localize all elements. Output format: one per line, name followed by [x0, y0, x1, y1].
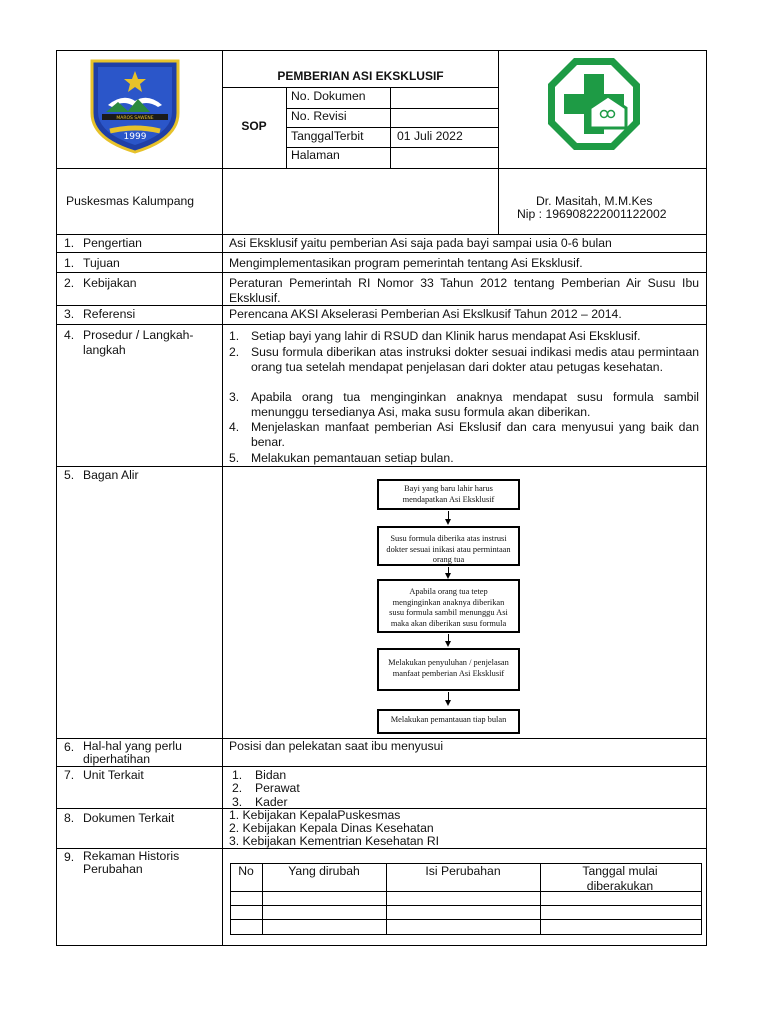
table-header-isi-perubahan: Isi Perubahan: [425, 864, 501, 878]
section-num: 9.: [64, 850, 75, 864]
flow-step: Melakukan penyuluhan / penjelasan manfaat pemberian Asi Eksklusif: [377, 648, 520, 691]
section-label-dokumen-terkait: Dokumen Terkait: [83, 811, 175, 825]
section-content-tujuan: Mengimplementasikan program pemerintah tentang Asi Eksklusif.: [229, 256, 583, 270]
procedure-item-text: Setiap bayi yang lahir di RSUD dan Klinik harus mendapat Asi Eksklusif.: [251, 329, 641, 343]
section-num: 7.: [64, 768, 75, 782]
field-label-no-dokumen: No. Dokumen: [291, 89, 366, 103]
related-document: 2. Kebijakan Kepala Dinas Kesehatan: [229, 821, 434, 835]
section-num: 1.: [64, 256, 75, 270]
procedure-item-num: 2.: [229, 345, 240, 359]
unit-item-num: 2.: [232, 781, 243, 795]
section-label-prosedur: Prosedur / Langkah-langkah: [83, 328, 194, 357]
section-label-hal-perlu: Hal-hal yang perlu diperhatihan: [83, 739, 182, 766]
procedure-item-num: 3.: [229, 390, 240, 404]
section-num: 1.: [64, 236, 75, 250]
section-label-pengertian: Pengertian: [83, 236, 142, 250]
puskesmas-logo: [546, 56, 642, 152]
flow-step: Bayi yang baru lahir harus mendapatkan Asi Eksklusif: [377, 479, 520, 510]
section-num: 8.: [64, 811, 75, 825]
related-document: 3. Kebijakan Kementrian Kesehatan RI: [229, 834, 440, 848]
section-label-bagan-alir: Bagan Alir: [83, 468, 139, 482]
document-title: PEMBERIAN ASI EKSKLUSIF: [277, 69, 444, 83]
section-content-pengertian: Asi Eksklusif yaitu pemberian Asi saja pada bayi sampai usia 0-6 bulan: [229, 236, 612, 250]
unit-item-num: 3.: [232, 795, 243, 809]
field-label-halaman: Halaman: [291, 148, 340, 162]
logo-region-text: MAROS SAWENE: [116, 116, 154, 121]
regency-logo: [88, 57, 182, 155]
procedure-item-num: 5.: [229, 451, 240, 465]
table-header-no: No: [238, 864, 254, 878]
procedure-item-text: Apabila orang tua menginginkan anaknya mendapat susu formula sambil menunggu tersedianya Asi, maka susu formula akan diberikan.: [251, 390, 699, 419]
procedure-item-num: 4.: [229, 420, 240, 434]
field-label-tanggal-terbit: TanggalTerbit: [291, 129, 364, 143]
logo-year-text: 1999: [123, 132, 147, 142]
related-document: 1. Kebijakan KepalaPuskesmas: [229, 808, 401, 822]
institution-name: Puskesmas Kalumpang: [66, 194, 195, 208]
table-header-yang-dirubah: Yang dirubah: [288, 864, 360, 878]
section-content-referensi: Perencana AKSI Akselerasi Pemberian Asi Ekslkusif Tahun 2012 – 2014.: [229, 307, 622, 321]
signer-name: Dr. Masitah, M.M.Kes: [536, 194, 653, 208]
unit-item-text: Kader: [255, 795, 288, 809]
section-content-kebijakan: Peraturan Pemerintah RI Nomor 33 Tahun 2012 tentang Pemberian Air Susu Ibu Eksklusif.: [229, 276, 699, 305]
signer-nip: Nip : 196908222001122002: [517, 207, 667, 221]
section-num: 4.: [64, 328, 75, 342]
section-label-referensi: Referensi: [83, 307, 136, 321]
flow-arrow-head: [445, 641, 451, 647]
field-label-no-revisi: No. Revisi: [291, 109, 347, 123]
section-label-rekaman: Rekaman Historis Perubahan: [83, 849, 180, 876]
flow-step: Apabila orang tua tetep menginginkan anaknya diberikan susu formula sambil menunggu Asi maka akan diberikan susu formula: [377, 579, 520, 633]
section-num: 3.: [64, 307, 75, 321]
procedure-item-text: Menjelaskan manfaat pemberian Asi Ekslusif dan cara menyusui yang baik dan benar.: [251, 420, 699, 449]
procedure-item-text: Melakukan pemantauan setiap bulan.: [251, 451, 454, 465]
procedure-item-num: 1.: [229, 329, 240, 343]
flow-step: Susu formula diberika atas instrusi dokter sesuai inikasi atau permintaan orang tua: [377, 526, 520, 566]
section-label-kebijakan: Kebijakan: [83, 276, 137, 290]
section-num: 5.: [64, 468, 75, 482]
sop-label: SOP: [241, 119, 267, 133]
table-header-tanggal: Tanggal mulai diberakukan: [582, 864, 658, 893]
flow-arrow-head: [445, 519, 451, 525]
unit-item-text: Bidan: [255, 768, 287, 782]
section-num: 2.: [64, 276, 75, 290]
flow-arrow-head: [445, 700, 451, 706]
field-value-tanggal-terbit: 01 Juli 2022: [397, 129, 463, 143]
unit-item-text: Perawat: [255, 781, 300, 795]
section-num: 6.: [64, 740, 75, 754]
section-label-tujuan: Tujuan: [83, 256, 120, 270]
unit-item-num: 1.: [232, 768, 243, 782]
section-content-hal-perlu: Posisi dan pelekatan saat ibu menyusui: [229, 739, 444, 753]
procedure-item-text: Susu formula diberikan atas instruksi dokter sesuai indikasi medis atau permintaan orang tua setelah mendapat penjelasan dari dokter atau petugas kesehatan.: [251, 345, 699, 374]
flow-step: Melakukan pemantauan tiap bulan: [377, 709, 520, 734]
section-label-unit-terkait: Unit Terkait: [83, 768, 144, 782]
